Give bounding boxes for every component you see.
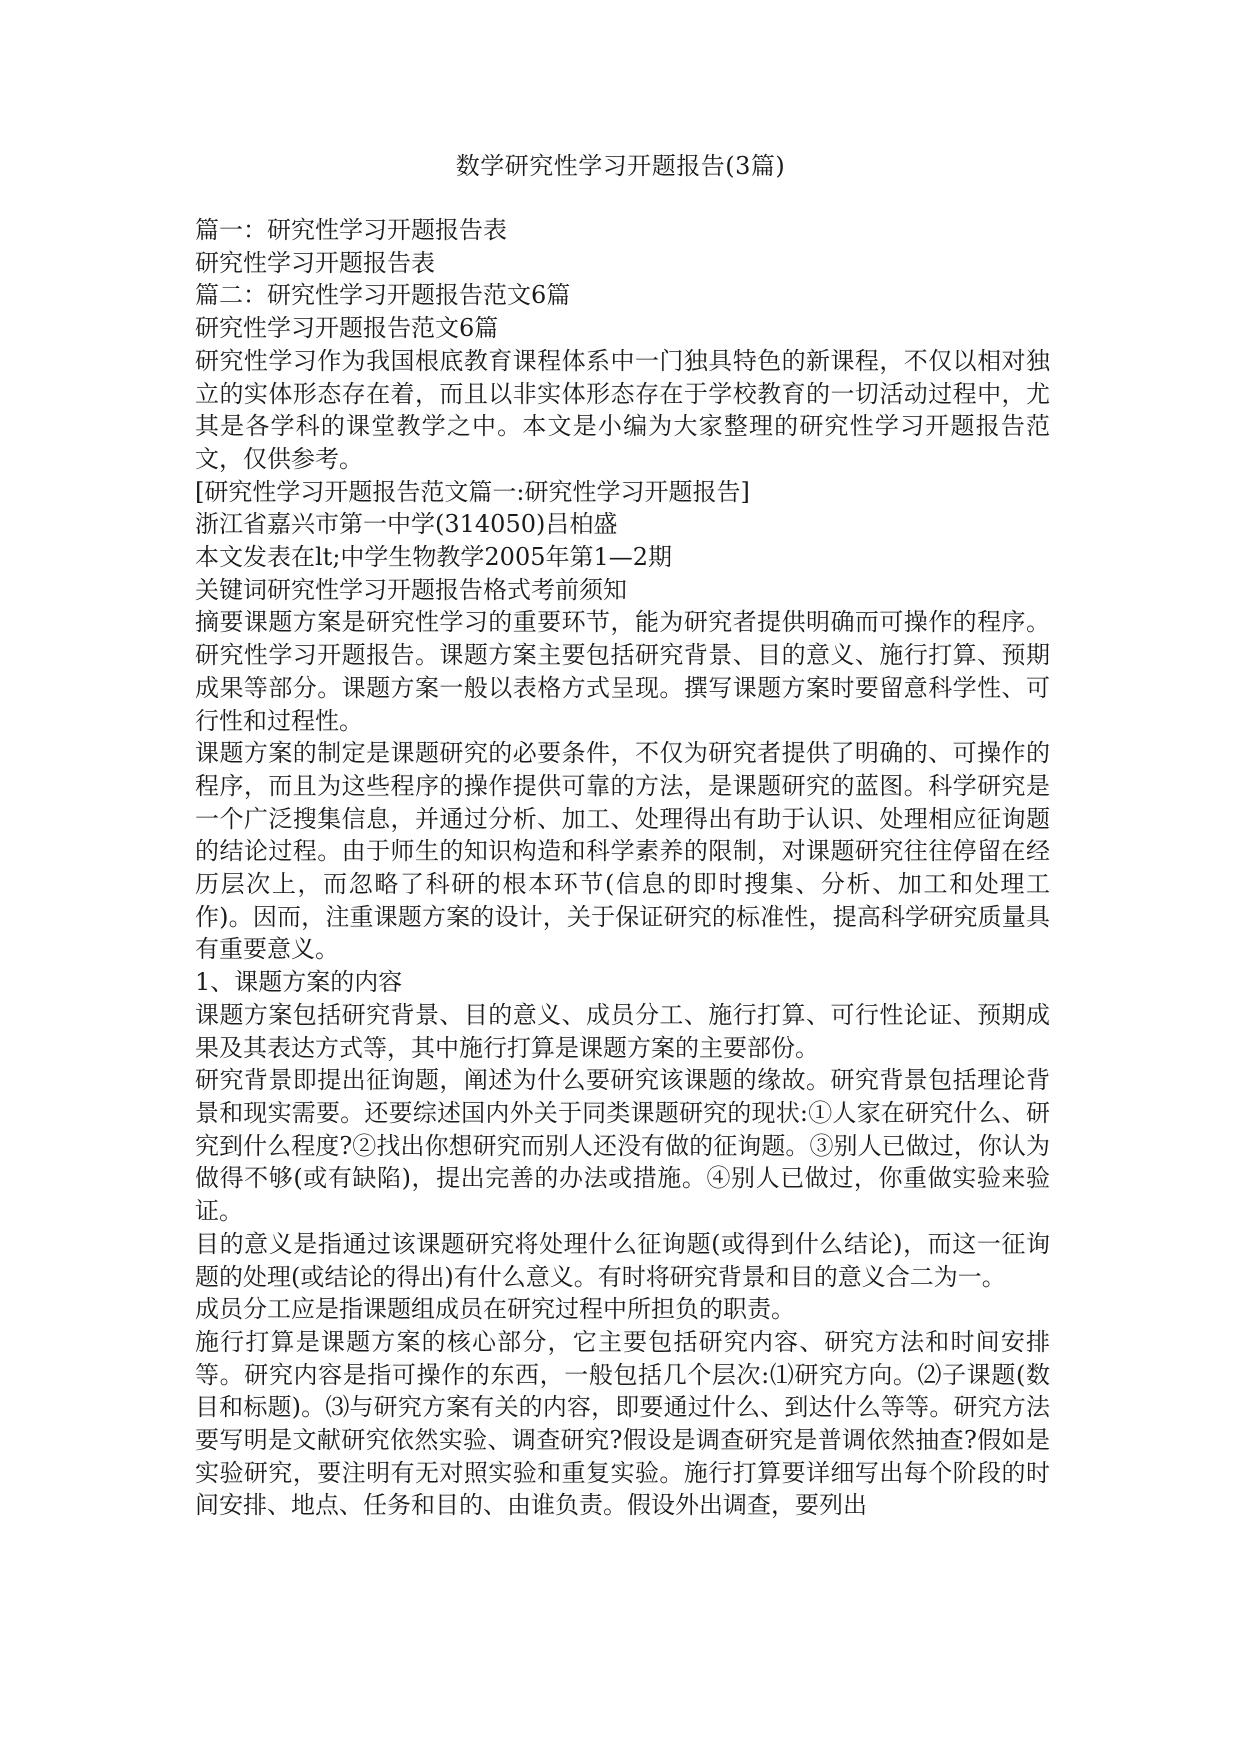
document-body	[195, 214, 1050, 1522]
paragraph: 课题方案的制定是课题研究的必要条件，不仅为研究者提供了明确的、可操作的程序，而且为这些程序的操作提供可靠的方法，是课题研究的蓝图。科学研究是一个广泛搜集信息，并通过分析、加工、处理得出有助于认识、处理相应征询题的结论过程。由于师生的知识构造和科学素养的限制，对课题研究往往停留在经历层次上，而忽略了科研的根本环节(信息的即时搜集、分析、加工和处理工作)。因而，注重课题方案的设计，关于保证研究的标准性，提高科学研究质量具有重要意义。	[195, 739, 1050, 964]
paragraph: 研究性学习作为我国根底教育课程体系中一门独具特色的新课程，不仅以相对独立的实体形态存在着，而且以非实体形态存在于学校教育的一切活动过程中，尤其是各学科的课堂教学之中。本文是小编为大家整理的研究性学习开题报告范文，仅供参考。	[195, 346, 1050, 473]
paragraph: 目的意义是指通过该课题研究将处理什么征询题(或得到什么结论)，而这一征询题的处理(或结论的得出)有什么意义。有时将研究背景和目的意义合二为一。	[195, 1229, 1050, 1291]
paragraph: 研究背景即提出征询题，阐述为什么要研究该课题的缘故。研究背景包括理论背景和现实需要。还要综述国内外关于同类课题研究的现状:①人家在研究什么、研究到什么程度?②找出你想研究而别人还没有做的征询题。③别人已做过，你认为做得不够(或有缺陷)，提出完善的办法或措施。④别人已做过，你重做实验来验证。	[195, 1066, 1050, 1226]
paragraph: 成员分工应是指课题组成员在研究过程中所担负的职责。	[195, 1295, 795, 1324]
paragraph: 本文发表在lt;中学生物教学2005年第1—2期	[195, 543, 673, 572]
paragraph: 篇二：研究性学习开题报告范文6篇	[195, 281, 571, 310]
document-title: 数学研究性学习开题报告(3篇)	[455, 152, 786, 180]
paragraph: 摘要课题方案是研究性学习的重要环节，能为研究者提供明确而可操作的程序。研究性学习开题报告。课题方案主要包括研究背景、目的意义、施行打算、预期成果等部分。课题方案一般以表格方式呈现。撰写课题方案时要留意科学性、可行性和过程性。	[195, 608, 1050, 735]
paragraph: 1、课题方案的内容	[195, 968, 403, 997]
paragraph: 课题方案包括研究背景、目的意义、成员分工、施行打算、可行性论证、预期成果及其表达方式等，其中施行打算是课题方案的主要部份。	[195, 1000, 1050, 1062]
paragraph: 关键词研究性学习开题报告格式考前须知	[195, 575, 627, 604]
paragraph: 研究性学习开题报告范文6篇	[195, 314, 499, 343]
paragraph: 篇一：研究性学习开题报告表	[195, 216, 507, 244]
paragraph: 研究性学习开题报告表	[195, 248, 435, 277]
paragraph: 浙江省嘉兴市第一中学(314050)吕柏盛	[195, 510, 618, 539]
paragraph: [研究性学习开题报告范文篇一:研究性学习开题报告]	[195, 477, 750, 506]
paragraph: 施行打算是课题方案的核心部分，它主要包括研究内容、研究方法和时间安排等。研究内容是指可操作的东西，一般包括几个层次:⑴研究方向。⑵子课题(数目和标题)。⑶与研究方案有关的内容，即要通过什么、到达什么等等。研究方法要写明是文献研究依然实验、调查研究?假设是调查研究是普调依然抽查?假如是实验研究，要注明有无对照实验和重复实验。施行打算要详细写出每个阶段的时间安排、地点、任务和目的、由谁负责。假设外出调查，要列出	[195, 1327, 1050, 1520]
